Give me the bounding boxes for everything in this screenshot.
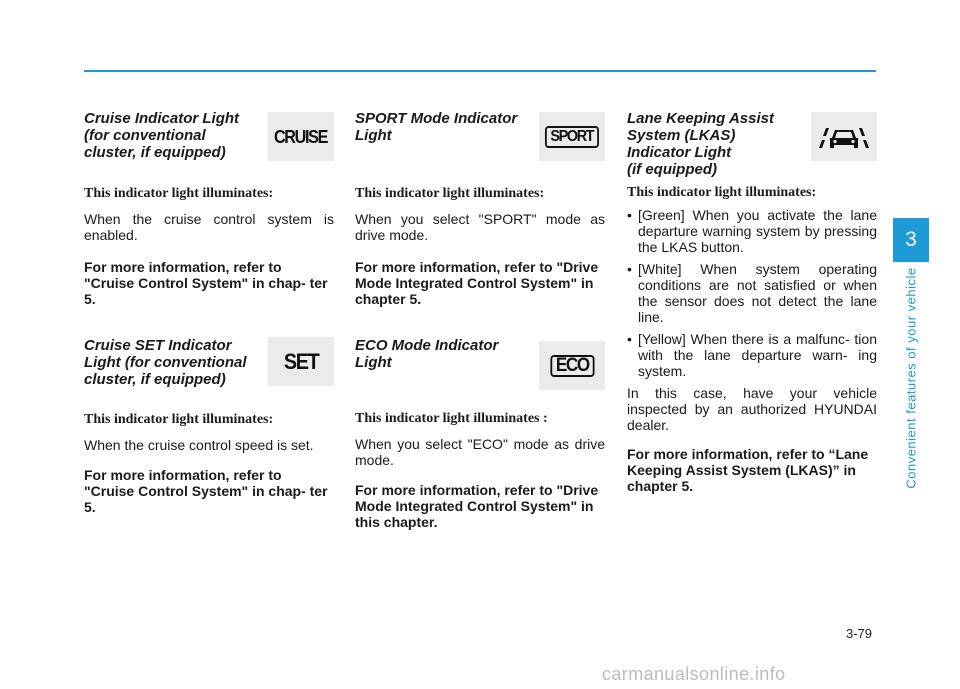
cruise-heading: Cruise Indicator Light (for conventional cluster, if equipped) (84, 110, 240, 161)
chapter-title: Convenient features of your vehicle (903, 267, 919, 489)
lkas-section (627, 110, 877, 494)
lkas-car-lanes-icon (816, 120, 872, 154)
top-rule (84, 70, 876, 72)
watermark: carmanualsonline.info (602, 664, 786, 684)
set-heading: Cruise SET Indicator Light (for conventional cluster, if equipped) (84, 337, 247, 388)
list-item: • [Yellow] When there is a malfunc- tion with the lane departure warn- ing system. (627, 331, 877, 379)
chapter-tab (893, 218, 929, 262)
lkas-heading: Lane Keeping Assist System (LKAS) Indicator Light (if equipped) (627, 110, 774, 178)
page-number: 3-79 (846, 626, 873, 641)
list-item: • [White] When system operating conditions are not satisfied or when the sensor does not detect the lane line. (627, 261, 877, 325)
sport-subheading: This indicator light illuminates: (355, 186, 545, 201)
set-subheading: This indicator light illuminates: (84, 412, 274, 427)
cruise-reference: For more information, refer to "Cruise Control System" in chap- ter 5. (84, 259, 328, 307)
set-body: When the cruise control speed is set. (84, 437, 314, 453)
eco-reference: For more information, refer to "Drive Mode Integrated Control System" in this chapter. (355, 482, 599, 530)
chapter-number: 3 (905, 228, 917, 251)
lkas-subheading: This indicator light illuminates: (627, 185, 817, 200)
lkas-reference: For more information, refer to “Lane Keeping Assist System (LKAS)” in chapter 5. (627, 446, 869, 494)
eco-body: When you select "ECO" mode as drive mode. (355, 436, 605, 468)
set-section (84, 337, 334, 515)
sport-body: When you select "SPORT" mode as drive mode. (355, 211, 605, 243)
column-1 (84, 110, 334, 515)
set-reference: For more information, refer to "Cruise Control System" in chap- ter 5. (84, 467, 328, 515)
column-3 (627, 110, 877, 494)
column-2 (355, 110, 605, 530)
eco-indicator-icon: ECO (539, 341, 605, 390)
eco-heading: ECO Mode Indicator Light (355, 337, 499, 371)
eco-section (355, 337, 605, 530)
lkas-indicator-icon (811, 112, 877, 161)
sport-indicator-icon: SPORT (539, 112, 605, 161)
list-item: • [Green] When you activate the lane departure warning system by pressing the LKAS button. (627, 207, 877, 255)
cruise-indicator-icon: CRUISE (268, 112, 334, 161)
sport-reference: For more information, refer to "Drive Mode Integrated Control System" in chapter 5. (355, 259, 599, 307)
cruise-body: When the cruise control system is enabled. (84, 211, 334, 243)
sport-heading: SPORT Mode Indicator Light (355, 110, 518, 144)
eco-subheading: This indicator light illuminates : (355, 411, 548, 426)
set-indicator-icon: SET (268, 337, 334, 386)
sport-section (355, 110, 605, 307)
lkas-bullet-list (627, 207, 877, 379)
lkas-body: In this case, have your vehicle inspected by an authorized HYUNDAI dealer. (627, 385, 877, 433)
cruise-section (84, 110, 334, 307)
cruise-subheading: This indicator light illuminates: (84, 186, 274, 201)
